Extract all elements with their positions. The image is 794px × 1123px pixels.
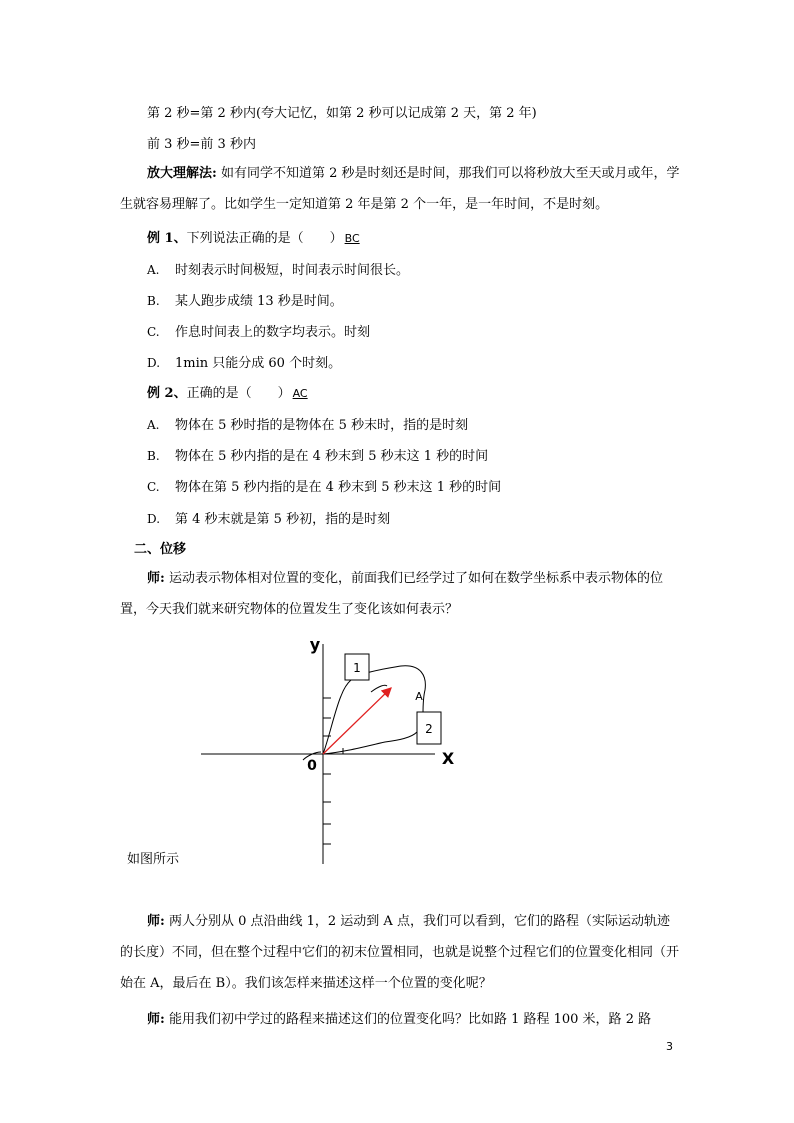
example1-option-c bbox=[147, 322, 707, 343]
option-label: C. bbox=[147, 325, 160, 339]
option-label: D. bbox=[147, 512, 161, 526]
example2-answer: AC bbox=[292, 387, 308, 400]
option-text: 物体在 5 秒时指的是物体在 5 秒末时，指的是时刻 bbox=[175, 418, 469, 433]
point-a-label: A bbox=[415, 690, 423, 703]
example1-option-a bbox=[147, 260, 707, 281]
example1-title: 例 1、 bbox=[147, 231, 187, 246]
displacement-figure bbox=[195, 628, 465, 868]
path-1-label: 1 bbox=[353, 661, 361, 675]
example2-option-d bbox=[147, 509, 707, 530]
example2-title: 例 2、 bbox=[147, 386, 187, 401]
option-label: D. bbox=[147, 356, 161, 370]
example1-answer: BC bbox=[344, 232, 360, 245]
example2-question bbox=[147, 384, 707, 404]
section2-paragraph-3 bbox=[120, 1010, 680, 1030]
page-number: 3 bbox=[666, 1040, 673, 1053]
option-text: 1min 只能分成 60 个时刻。 bbox=[175, 356, 342, 371]
section-heading: 二、位移 bbox=[134, 542, 187, 557]
option-text: 第 4 秒末就是第 5 秒初，指的是时刻 bbox=[175, 512, 391, 527]
path-1-curve bbox=[323, 666, 425, 754]
example1-option-b bbox=[147, 291, 707, 312]
path-2-curve bbox=[323, 718, 423, 754]
example2-option-a bbox=[147, 415, 707, 436]
paragraph-text: 两人分别从 0 点沿曲线 1，2 运动到 A 点，我们可以看到，它们的路程（实际运动轨迹的长度）不同，但在整个过程中它们的初末位置相同，也就是说整个过程它们的位置变化相同（开始在 A，最后在 B）。我们该怎样来描述这样一个位置的变化呢？ bbox=[120, 914, 680, 991]
option-label: B. bbox=[147, 294, 160, 308]
option-label: A. bbox=[147, 263, 160, 277]
text-line: 第 2 秒=第 2 秒内(夸大记忆，如第 2 秒可以记成第 2 天，第 2 年) bbox=[147, 106, 537, 121]
origin-label: 0 bbox=[307, 758, 317, 774]
path-2-label: 2 bbox=[425, 722, 433, 736]
example1-question-text: 下列说法正确的是（ ） bbox=[186, 231, 343, 246]
option-text: 某人跑步成绩 13 秒是时间。 bbox=[175, 294, 343, 309]
paragraph-text: 运动表示物体相对位置的变化，前面我们已经学过了如何在数学坐标系中表示物体的位置，今天我们就来研究物体的位置发生了变化该如何表示？ bbox=[120, 571, 663, 617]
speaker-label: 师: bbox=[147, 1012, 165, 1027]
option-text: 时刻表示时间极短，时间表示时间很长。 bbox=[175, 263, 410, 278]
y-axis-label: y bbox=[309, 635, 321, 654]
section2-paragraph-1 bbox=[120, 563, 680, 625]
x-axis-label: X bbox=[441, 749, 455, 768]
option-text: 物体在 5 秒内指的是在 4 秒末到 5 秒末这 1 秒的时间 bbox=[175, 449, 489, 464]
example2-option-c bbox=[147, 477, 707, 498]
figure-caption: 如图所示 bbox=[127, 852, 180, 867]
speaker-label: 师: bbox=[147, 914, 165, 929]
option-label: A. bbox=[147, 418, 160, 432]
option-text: 作息时间表上的数字均表示。时刻 bbox=[175, 325, 371, 340]
example1-question bbox=[147, 229, 707, 249]
paragraph-text: 能用我们初中学过的路程来描述这们的位置变化吗？比如路 1 路程 100 米，路 2 路 bbox=[164, 1012, 652, 1027]
magnify-paragraph bbox=[120, 158, 680, 220]
option-label: C. bbox=[147, 480, 160, 494]
example2-question-text: 正确的是（ ） bbox=[186, 386, 291, 401]
example1-option-d bbox=[147, 353, 707, 374]
magnify-text: 如有同学不知道第 2 秒是时刻还是时间，那我们可以将秒放大至天或月或年，学生就容易理解了。比如学生一定知道第 2 年是第 2 个一年，是一年时间，不是时刻。 bbox=[120, 166, 680, 212]
speaker-label: 师: bbox=[147, 571, 165, 586]
example2-option-b bbox=[147, 446, 707, 467]
text-line: 前 3 秒=前 3 秒内 bbox=[147, 137, 256, 152]
section2-paragraph-2 bbox=[120, 906, 680, 999]
magnify-title: 放大理解法: bbox=[147, 166, 217, 181]
option-text: 物体在第 5 秒内指的是在 4 秒末到 5 秒末这 1 秒的时间 bbox=[175, 480, 502, 495]
option-label: B. bbox=[147, 449, 160, 463]
